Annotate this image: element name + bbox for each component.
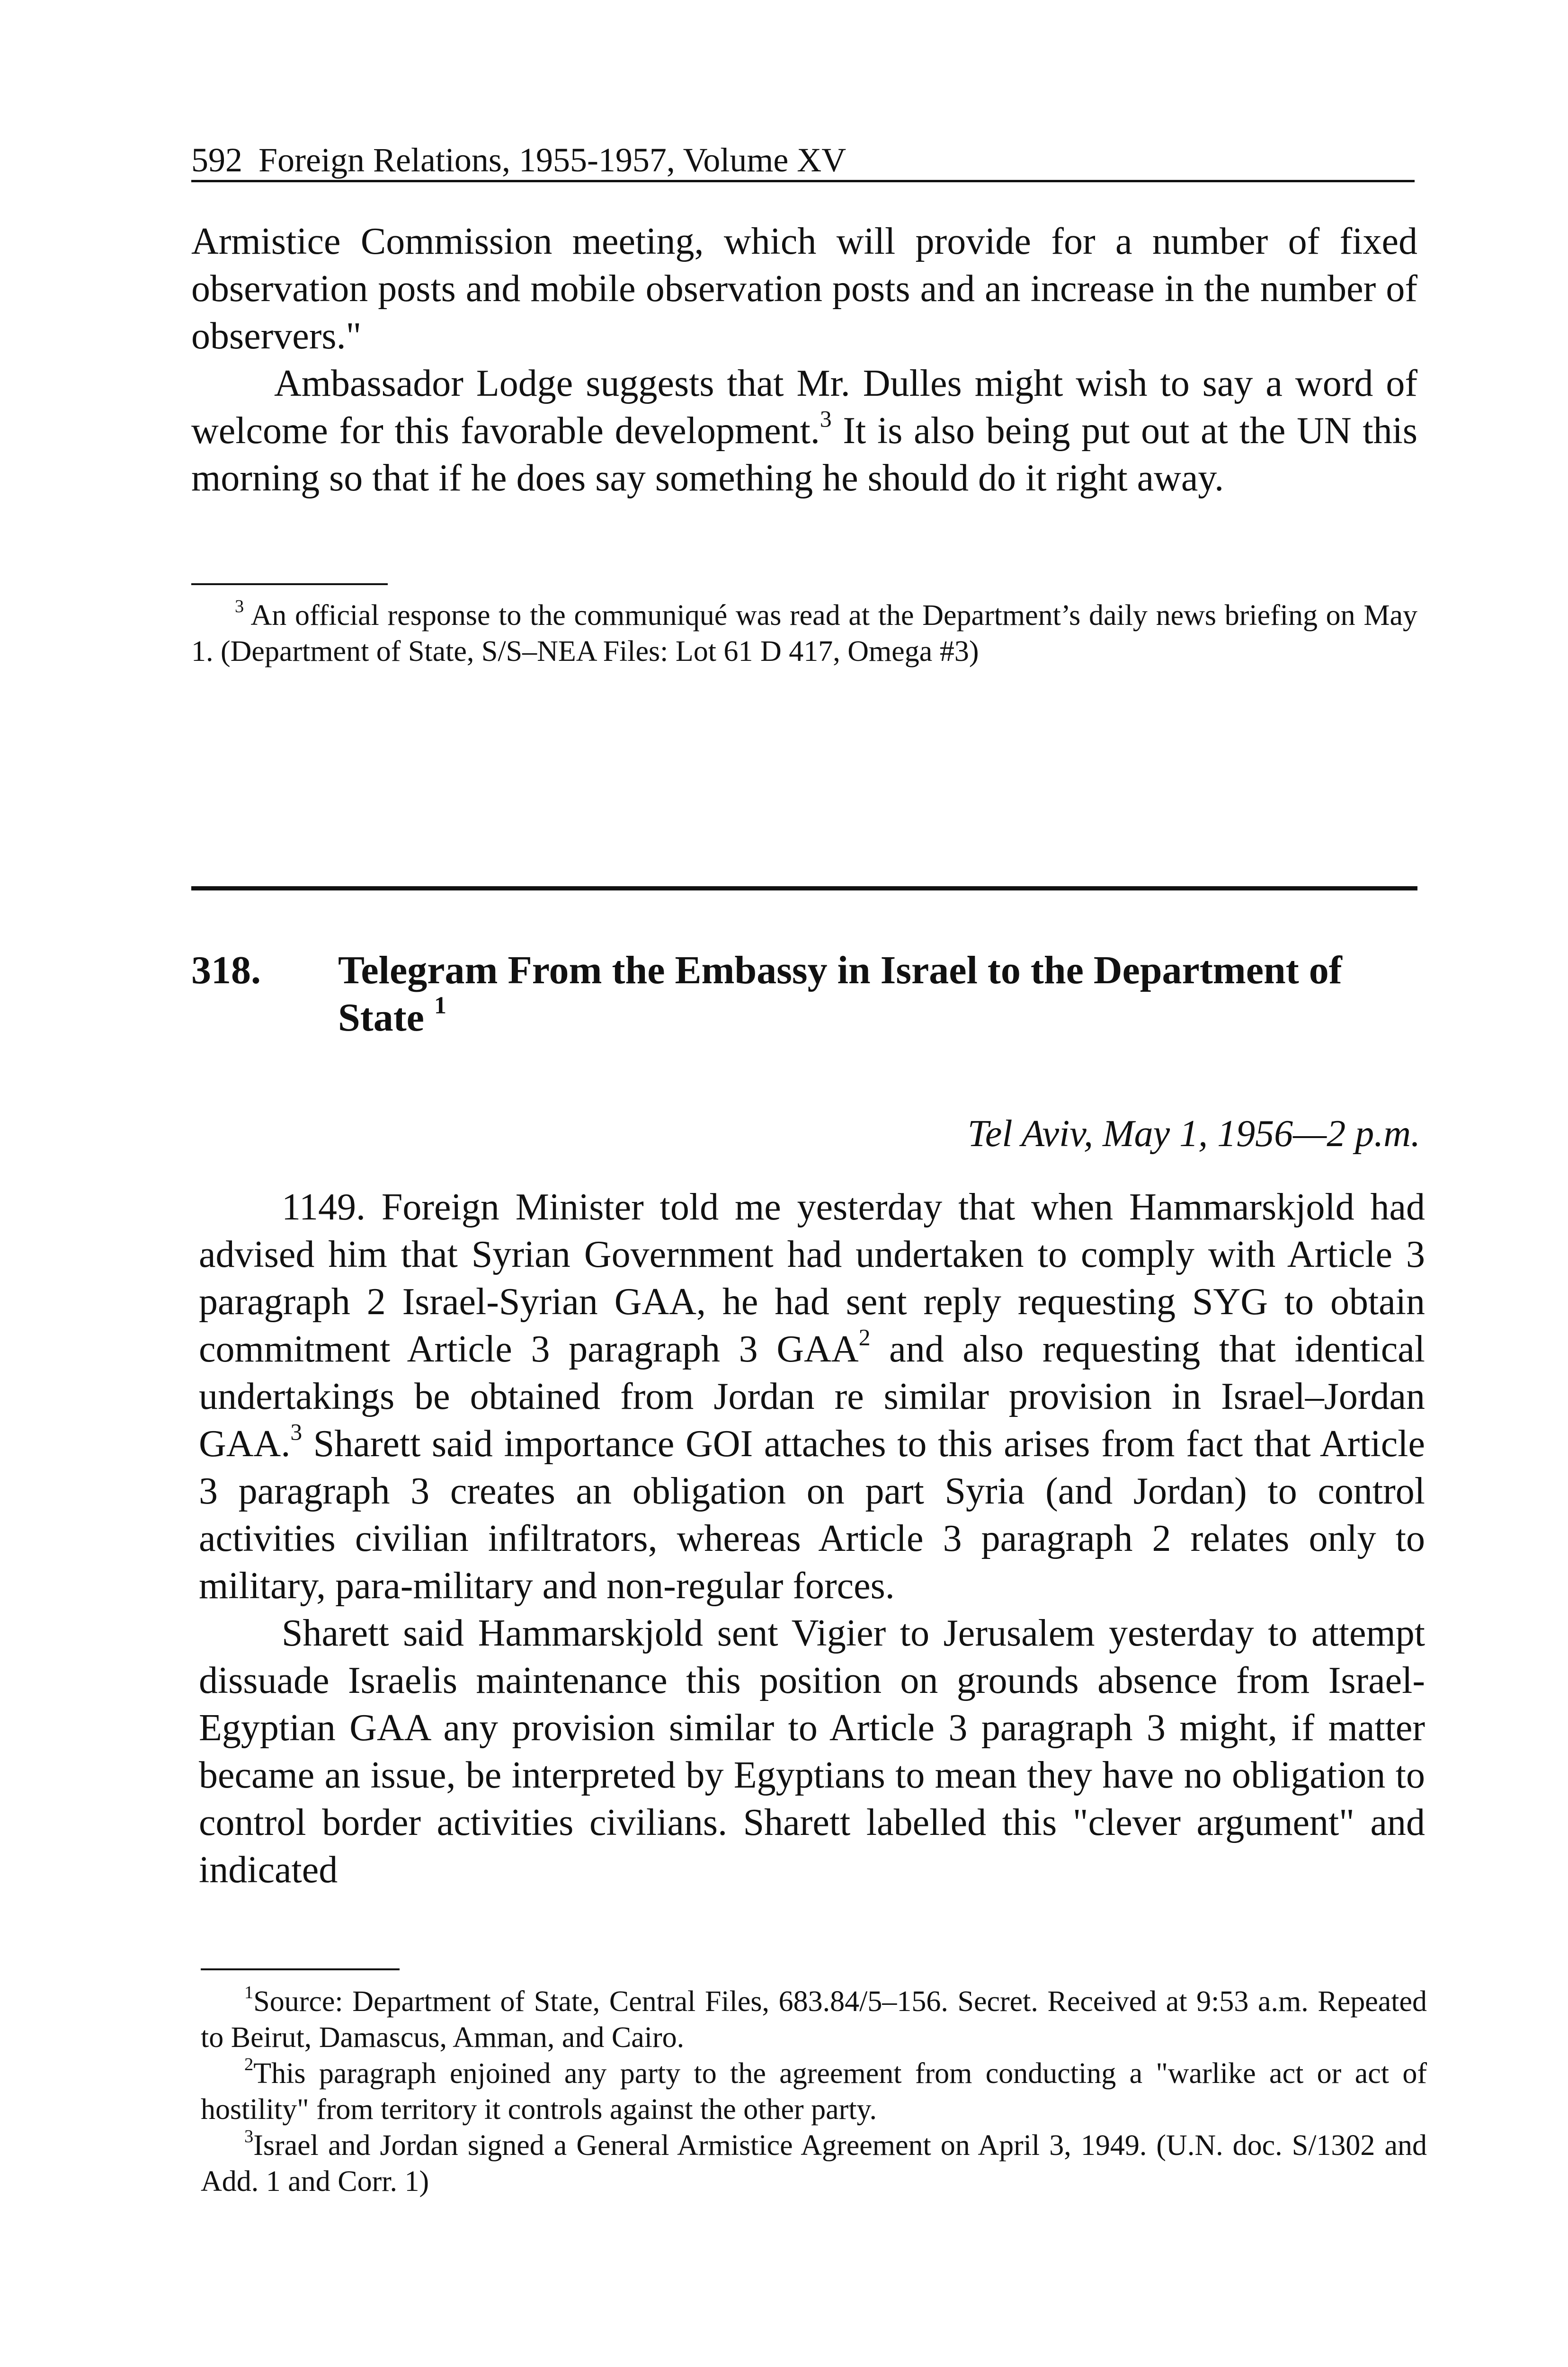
footnote: $^2$This paragraph enjoined any party to the agreement from conducting a "warlike act or act of hostility" from territory it controls against the other party. <box>201 2055 1427 2126</box>
footnote-marker: 2 <box>244 2055 254 2075</box>
dateline: Tel Aviv, May 1, 1956—2 p.m. <box>967 1113 1420 1155</box>
telegram-paragraph: Sharett said Hammarskjold sent Vigier to Jerusalem yesterday to attempt dissuade Israelis maintenance this position on grounds absence from Israel-Egyptian GAA any provision similar to Article 3 paragraph 3 might, if matter became an issue, be interpreted by Egyptians to mean they have no obligation to control border activities civilians. Sharett labelled this "clever argument" and indicated <box>199 1612 1425 1891</box>
telegram-body <box>199 1184 1425 1894</box>
section-divider <box>191 886 1417 890</box>
lodge-paragraph: Ambassador Lodge suggests that Mr. Dulles might wish to say a word of welcome for this favorable development.$^3$ It is also being put out at the UN this morning so that if he does say something he should do it right away. <box>191 363 1417 499</box>
running-header <box>191 136 1415 182</box>
footnote-marker: 3 <box>235 596 244 617</box>
page-number: 592 <box>191 141 242 179</box>
continuation-paragraph: Armistice Commission meeting, which will provide for a number of fixed observation posts and mobile observation posts and an increase in the number of observers." <box>191 221 1417 357</box>
footnotes-bottom <box>201 1984 1427 2199</box>
footnote-ref: 3 <box>820 406 832 432</box>
continuation-text <box>191 218 1417 502</box>
footnote-ref: 1 <box>434 992 446 1019</box>
footnote-ref: 2 <box>858 1324 871 1351</box>
document-title: Telegram From the Embassy in Israel to the Department of State $^1$ <box>338 948 1342 1040</box>
footnote: $^1$Source: Department of State, Central Files, 683.84/5–156. Secret. Received at 9:53 a.m. Repeated to Beirut, Damascus, Amman, and Cairo. <box>201 1983 1427 2054</box>
running-title: Foreign Relations, 1955-1957, Volume XV <box>258 141 846 179</box>
footnote: $^3$Israel and Jordan signed a General Armistice Agreement on April 3, 1949. (U.N. doc. S/1302 and Add. 1 and Corr. 1) <box>201 2127 1427 2198</box>
footnotes-top <box>191 597 1417 669</box>
footnote-marker: 1 <box>244 1983 254 2003</box>
footnote-ref: 3 <box>290 1419 303 1445</box>
document-number: 318. <box>191 948 261 992</box>
footnote: $^3$ An official response to the communiqué was read at the Department’s daily news briefing on May 1. (Department of State, S/S–NEA Files: Lot 61 D 417, Omega #3) <box>191 596 1417 667</box>
footnote-rule-bottom <box>201 1968 400 1970</box>
footnote-rule-top <box>191 583 388 585</box>
footnote-marker: 3 <box>244 2127 254 2147</box>
telegram-paragraph: 1149. Foreign Minister told me yesterday that when Hammarskjold had advised him that Syrian Government had undertaken to comply with Article 3 paragraph 2 Israel-Syrian GAA, he had sent reply requesting SYG to obtain commitment Article 3 paragraph 3 GAA$^2$ and also requesting that identical undertakings be obtained from Jordan re similar provision in Israel–Jordan GAA.$^3$ Sharett said importance GOI attaches to this arises from fact that Article 3 paragraph 3 creates an obligation on part Syria (and Jordan) to control activities civilian infiltrators, whereas Article 3 paragraph 2 relates only to military, para-military and non-regular forces. <box>199 1186 1425 1607</box>
